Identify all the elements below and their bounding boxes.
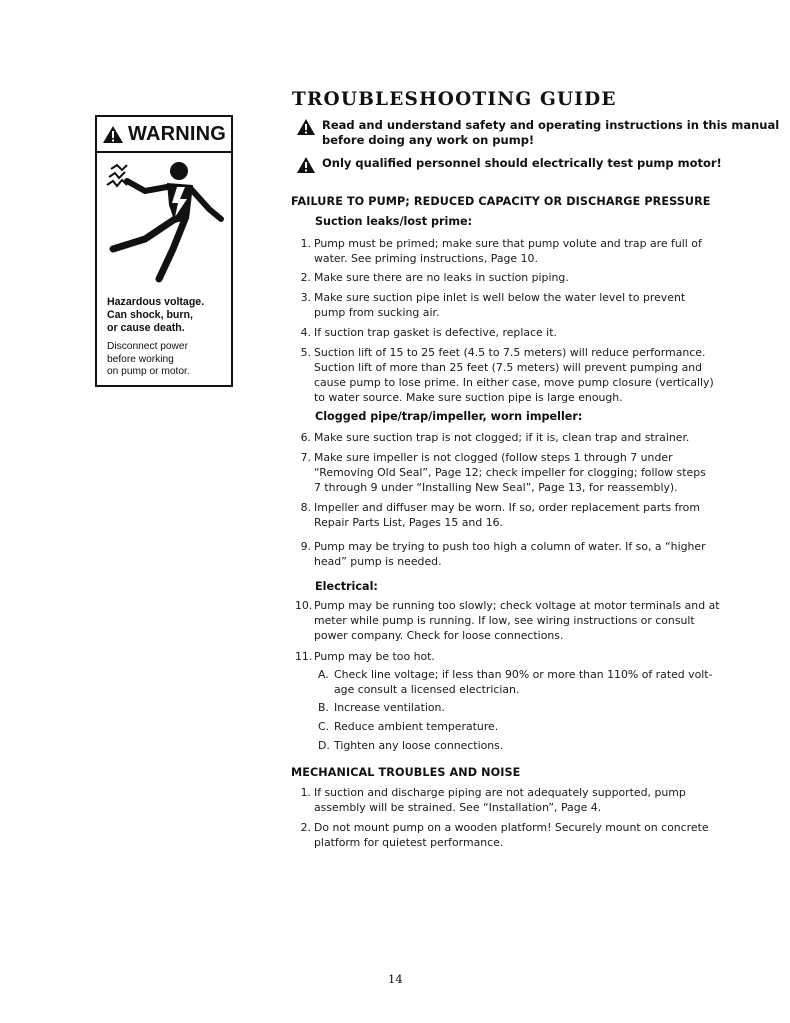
caution-triangle-icon [296,156,316,174]
caution-qualified-personnel: Only qualified personnel should electrically test pump motor! [296,156,722,171]
list-item: 1. If suction and discharge piping are not adequately supported, pump assembly will be strained. See “Installation”, Page 4. [300,786,686,814]
page-number: 14 [388,972,403,986]
electric-shock-person-icon [105,161,227,291]
warning-header [97,117,231,153]
list-item: 6. Make sure suction trap is not clogged; if it is, clean trap and strainer. [300,431,690,444]
warning-label [95,115,233,387]
warning-triangle-icon [102,125,124,144]
list-item: 8. Impeller and diffuser may be worn. If so, order replacement parts from Repair Parts List, Pages 15 and 16. [300,501,700,529]
list-item: 11. Pump may be too hot. [295,650,435,663]
subheading-electrical: Electrical: [315,580,378,593]
section-heading-failure-to-pump: FAILURE TO PUMP; REDUCED CAPACITY OR DISCHARGE PRESSURE [291,195,711,208]
sub-list-item: A. Check line voltage; if less than 90% or more than 110% of rated volt- age consult a licensed electrician. [318,668,713,696]
list-item: 1. Pump must be primed; make sure that pump volute and trap are full of water. See priming instructions, Page 10. [300,237,702,265]
subheading-clogged-pipe: Clogged pipe/trap/impeller, worn impeller: [315,410,583,423]
list-item: 7. Make sure impeller is not clogged (follow steps 1 through 7 under “Removing Old Seal”, Page 12; check impeller for clogging; follow steps 7 through 9 under “Installing New Seal”, Page 13, for reassembly). [300,451,706,494]
list-item: 2. Do not mount pump on a wooden platform! Securely mount on concrete platform for quietest performance. [300,821,709,849]
list-item: 5. Suction lift of 15 to 25 feet (4.5 to 7.5 meters) will reduce performance. Suction lift of more than 25 feet (7.5 meters) will prevent pumping and cause pump to lose prime. In either case, move pump closure (vertically) to water source. Make sure suction pipe is large enough. [300,346,714,404]
list-item: 4. If suction trap gasket is defective, replace it. [300,326,557,339]
list-item: 10. Pump may be running too slowly; check voltage at motor terminals and at meter while pump is running. If low, see wiring instructions or consult power company. Check for loose connections. [295,599,720,642]
section-heading-mechanical: MECHANICAL TROUBLES AND NOISE [291,766,521,779]
page-title: TROUBLESHOOTING GUIDE [292,89,617,110]
list-item: 9. Pump may be trying to push too high a column of water. If so, a “higher head” pump is needed. [300,540,706,568]
sub-list-item: D. Tighten any loose connections. [318,739,504,752]
caution-triangle-icon [296,118,316,136]
warning-header-text: WARNING [127,122,227,145]
sub-list-item: C. Reduce ambient temperature. [318,720,499,733]
list-item: 2. Make sure there are no leaks in suction piping. [300,271,569,284]
list-item: 3. Make sure suction pipe inlet is well below the water level to prevent pump from sucking air. [300,291,686,319]
subheading-suction-leaks: Suction leaks/lost prime: [315,215,473,228]
disconnect-text: Disconnect power before working on pump or motor. [107,341,190,377]
hazard-text: Hazardous voltage. Can shock, burn, or cause death. [107,296,205,334]
sub-list-item: B. Increase ventilation. [318,701,445,714]
caution-read-instructions: Read and understand safety and operating instructions in this manual before doing any work on pump! [296,118,779,148]
